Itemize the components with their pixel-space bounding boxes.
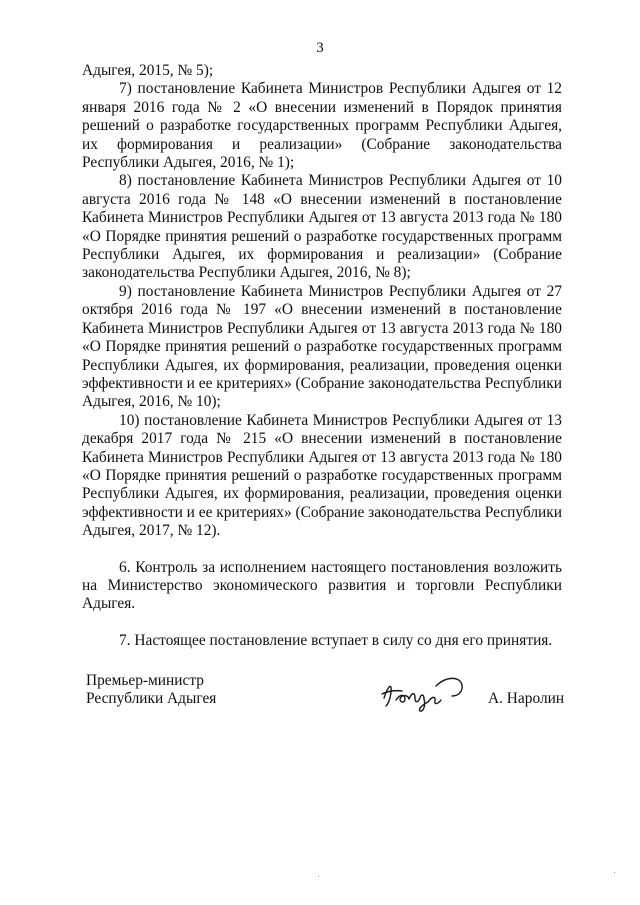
page-number: 3 (316, 40, 324, 56)
paragraph-continuation: Адыгея, 2015, № 5); (82, 62, 214, 79)
handwritten-signature (378, 672, 468, 714)
paragraph-item-8: 8) постановление Кабинета Министров Республики Адыгея от 10 августа 2016 года № 148 «О внесении изменений в постановление Кабинета Министров Республики Адыгея от 13 августа 2013 года № 180 «О Порядке принятия решений о разработке государственных программ Республики Адыгея, их формирования и реализации» (Собрание законодательства Республики Адыгея, 2016, № 8); (82, 172, 562, 282)
paragraph-clause-6: 6. Контроль за исполнением настоящего постановления возложить на Министерство экономического развития и торговли Республики Адыгея. (82, 558, 562, 613)
paragraph-clause-7: 7. Настоящее постановление вступает в силу со дня его принятия. (119, 631, 553, 649)
signature-block (86, 672, 566, 732)
scan-speck (318, 876, 319, 877)
paragraph-item-7: 7) постановление Кабинета Министров Республики Адыгея от 12 января 2016 года № 2 «О внесении изменений в Порядок принятия решений о разработке государственных программ Республики Адыгея, их формирования и реализации» (Собрание законодательства Республики Адыгея, 2016, № 1); (82, 80, 562, 172)
paragraph-item-9: 9) постановление Кабинета Министров Республики Адыгея от 27 октября 2016 года № 197 «О внесении изменений в постановление Кабинета Министров Республики Адыгея от 13 августа 2013 года № 180 «О Порядке принятия решений о разработке государственных программ Республики Адыгея, их формирования, реализации, проведения оценки эффективности и ее критериях» (Собрание законодательства Республики Адыгея, 2016, № 10); (82, 282, 562, 411)
paragraph-item-10: 10) постановление Кабинета Министров Республики Адыгея от 13 декабря 2017 года № 215 «О внесении изменений в постановление Кабинета Министров Республики Адыгея от 13 августа 2013 года № 180 «О Порядке принятия решений о разработке государственных программ Республики Адыгея, их формирования, реализации, проведения оценки эффективности и ее критериях» (Собрание законодательства Республики Адыгея, 2017, № 12). (82, 411, 562, 540)
signer-title (86, 672, 216, 709)
document-body (82, 62, 562, 650)
scan-speck (614, 872, 615, 873)
signer-title-line-2: Республики Адыгея (86, 690, 217, 708)
signer-name: А. Наролин (488, 690, 565, 707)
signer-title-line-1: Премьер-министр (86, 672, 204, 689)
